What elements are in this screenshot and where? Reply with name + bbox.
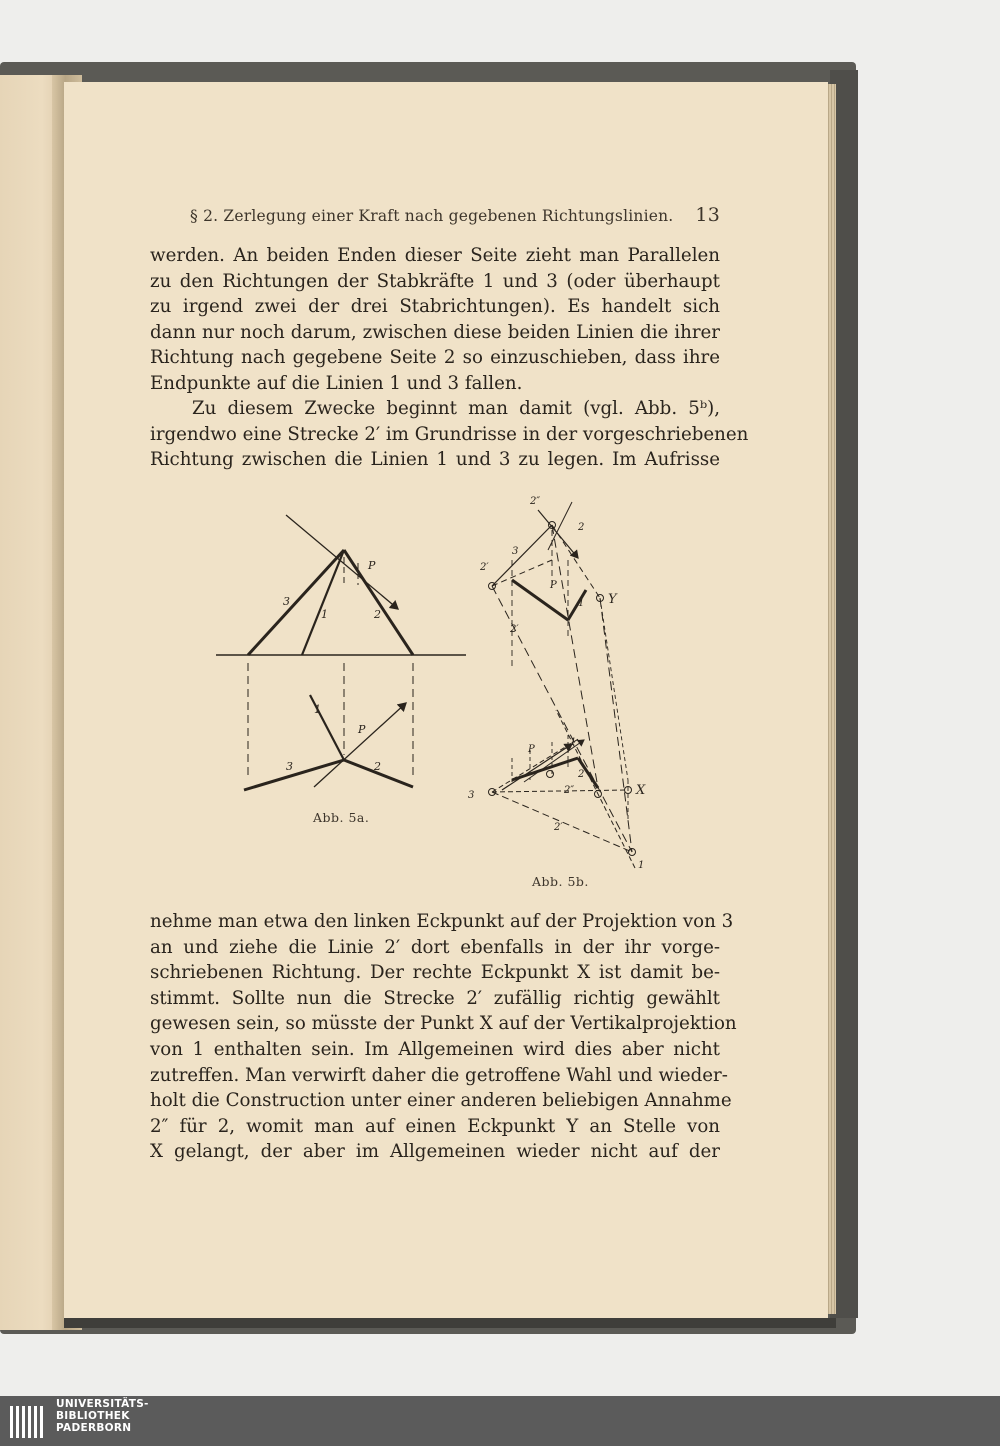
label-bar-2-plan: 2 bbox=[374, 760, 381, 773]
text-line: irgendwo eine Strecke 2′ im Grundrisse in der vorgeschriebenen bbox=[150, 423, 749, 445]
paragraph-3 bbox=[150, 909, 737, 1165]
text-line: werden. An beiden Enden dieser Seite zieht man Parallelen bbox=[150, 245, 720, 266]
projection-line bbox=[600, 598, 628, 780]
text-line: gewesen sein, so müsste der Punkt X auf der Vertikalprojektion bbox=[150, 1013, 737, 1035]
text-line: 2″ für 2, womit man auf einen Eckpunkt Y an Stelle von bbox=[150, 1115, 720, 1137]
text-line: dann nur noch darum, zwischen diese beiden Linien die ihrer bbox=[150, 321, 720, 343]
library-line: PADERBORN bbox=[56, 1422, 132, 1434]
text-line: an und ziehe die Linie 2′ dort ebenfalls in der ihr vorge- bbox=[150, 936, 720, 958]
text-line: nehme man etwa den linken Eckpunkt auf der Projektion von 3 bbox=[150, 911, 734, 932]
running-header bbox=[190, 205, 720, 229]
text-line: von 1 enthalten sein. Im Allgemeinen wird dies aber nicht bbox=[150, 1038, 720, 1060]
label-bar-2-top: 2 bbox=[374, 608, 381, 621]
caption-5b: Abb. 5b. bbox=[532, 874, 589, 889]
figure-5a bbox=[210, 505, 475, 825]
force-p-upper-line bbox=[538, 510, 578, 558]
bar-3-upper-line bbox=[492, 525, 552, 586]
text-line: zutreffen. Man verwirft daher die getroffene Wahl und wieder- bbox=[150, 1064, 728, 1086]
text-line: zu irgend zwei der drei Stabrichtungen). Es handelt sich bbox=[150, 296, 720, 318]
bar-1-line bbox=[302, 550, 344, 655]
label-2-prime-mid: 2′ bbox=[510, 624, 519, 635]
plan-bar-3-line bbox=[244, 760, 344, 790]
construction-line bbox=[600, 598, 632, 852]
caption-5a: Abb. 5a. bbox=[313, 810, 370, 825]
page-number: 13 bbox=[695, 204, 720, 226]
label-force-upper: P bbox=[550, 580, 557, 591]
text-line: Endpunkte auf die Linien 1 und 3 fallen. bbox=[150, 372, 523, 394]
plan-force-line bbox=[502, 744, 572, 790]
text-line: Richtung nach gegebene Seite 2 so einzuschieben, dass ihre bbox=[150, 347, 720, 369]
construction-line bbox=[552, 525, 598, 788]
bar-3-line bbox=[248, 550, 344, 655]
label-bar-3-upper: 3 bbox=[512, 546, 519, 557]
text-line: stimmt. Sollte nun die Strecke 2′ zufällig richtig gewählt bbox=[150, 987, 720, 1009]
label-force-plan: P bbox=[358, 723, 366, 736]
label-bar-1-bottom: 1 bbox=[638, 860, 645, 871]
text-line: Zu diesem Zwecke beginnt man damit (vgl. Abb. 5ᵇ), bbox=[192, 398, 720, 419]
library-line: BIBLIOTHEK bbox=[56, 1410, 130, 1422]
library-line: UNIVERSITÄTS- bbox=[56, 1398, 149, 1410]
label-bar-1-upper: 1 bbox=[578, 598, 585, 609]
label-2-double-plan: 2″ bbox=[564, 785, 575, 796]
text-line: holt die Construction unter einer anderen beliebigen Annahme bbox=[150, 1090, 732, 1112]
label-bar-1-plan: 1 bbox=[314, 703, 321, 716]
paragraph-2 bbox=[150, 396, 749, 473]
label-2-prime-upper: 2′ bbox=[480, 562, 489, 573]
label-bar-3-plan: 3 bbox=[468, 790, 475, 801]
label-bar-2-plan: 2 bbox=[578, 769, 585, 780]
label-force-top: P bbox=[368, 559, 376, 572]
library-footer bbox=[0, 1396, 1000, 1446]
plan-2-prime-line bbox=[492, 790, 628, 792]
page-bottom-edge bbox=[64, 1318, 836, 1328]
bar-2-line bbox=[344, 550, 413, 655]
bar-3-bold-line bbox=[512, 580, 568, 620]
plan-bar-3-line bbox=[492, 738, 580, 792]
text-line: schriebenen Richtung. Der rechte Eckpunkt X ist damit be- bbox=[150, 962, 720, 984]
label-bar-3-top: 3 bbox=[283, 595, 290, 608]
label-point-y: Y bbox=[608, 592, 617, 607]
label-bar-2-upper: 2 bbox=[578, 522, 585, 533]
label-2-double-top: 2″ bbox=[530, 496, 541, 507]
text-line: zu den Richtungen der Stabkräfte 1 und 3 (oder überhaupt bbox=[150, 270, 720, 292]
label-bar-1-top: 1 bbox=[321, 608, 328, 621]
running-title: § 2. Zerlegung einer Kraft nach gegebenen Richtungslinien. bbox=[190, 207, 674, 225]
library-logo-icon bbox=[6, 1400, 54, 1442]
point-marker bbox=[547, 771, 554, 778]
paragraph-1 bbox=[150, 243, 720, 397]
label-bar-1-plan: 1 bbox=[570, 737, 577, 748]
trial-2-prime-upper-line bbox=[492, 560, 552, 586]
plan-force-line bbox=[314, 703, 406, 787]
label-force-plan: P bbox=[528, 744, 535, 755]
label-2-prime-plan: 2′ bbox=[554, 822, 563, 833]
label-point-x: X bbox=[636, 783, 646, 798]
figure-5b bbox=[460, 490, 670, 880]
label-bar-3-plan: 3 bbox=[286, 760, 293, 773]
text-line: Richtung zwischen die Linien 1 und 3 zu legen. Im Aufrisse bbox=[150, 449, 720, 471]
text-line: X gelangt, der aber im Allgemeinen wieder nicht auf der bbox=[150, 1141, 720, 1163]
